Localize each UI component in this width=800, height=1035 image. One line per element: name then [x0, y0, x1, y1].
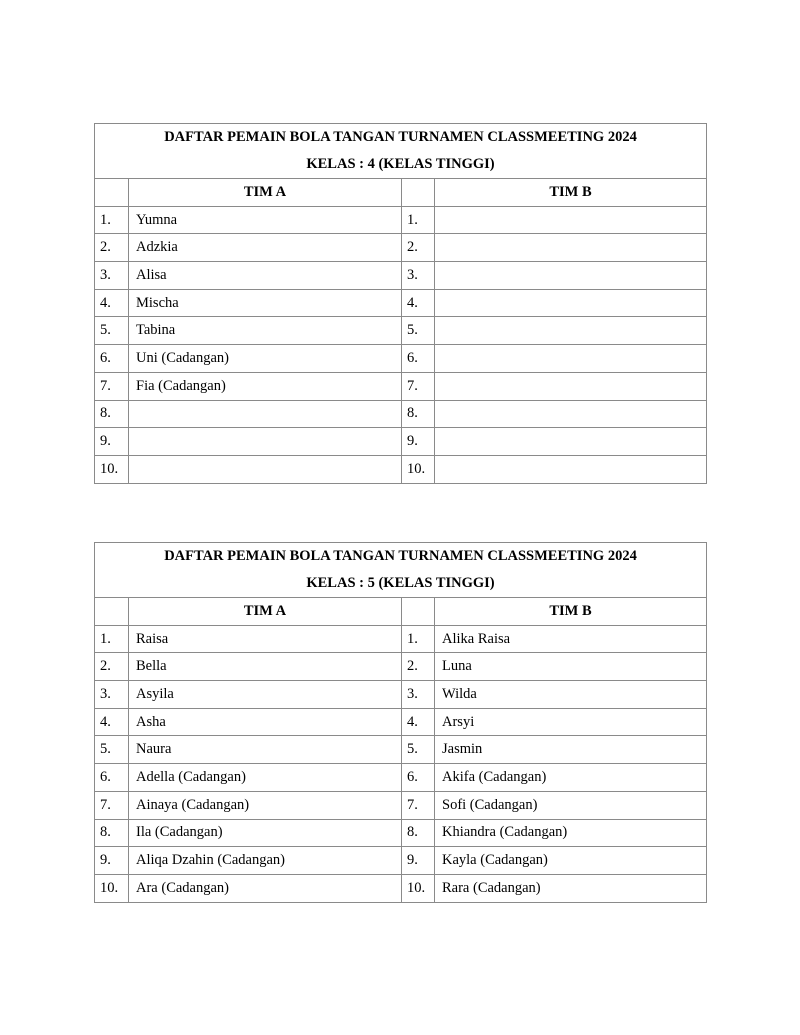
blank-header-cell [402, 598, 435, 626]
team-a-player-name: Alisa [129, 262, 402, 290]
table-row [95, 289, 707, 317]
team-b-player-name: Jasmin [435, 736, 707, 764]
table-row [95, 345, 707, 373]
team-b-number: 8. [402, 400, 435, 428]
team-b-player-name [435, 372, 707, 400]
team-b-number: 7. [402, 791, 435, 819]
table-title: DAFTAR PEMAIN BOLA TANGAN TURNAMEN CLASSMEETING 2024 [164, 129, 637, 145]
table-title: DAFTAR PEMAIN BOLA TANGAN TURNAMEN CLASSMEETING 2024 [164, 548, 637, 564]
team-a-number: 9. [95, 847, 129, 875]
roster-table-kelas-4 [94, 123, 707, 484]
team-b-number: 4. [402, 289, 435, 317]
team-b-number: 1. [402, 625, 435, 653]
team-a-player-name: Mischa [129, 289, 402, 317]
team-a-player-name [129, 400, 402, 428]
team-a-player-name: Ara (Cadangan) [129, 874, 402, 902]
team-a-player-name: Asyila [129, 681, 402, 709]
team-b-player-name [435, 206, 707, 234]
team-b-number: 2. [402, 653, 435, 681]
table-row [95, 372, 707, 400]
team-a-player-name: Tabina [129, 317, 402, 345]
team-b-number: 9. [402, 847, 435, 875]
team-a-number: 8. [95, 819, 129, 847]
team-b-number: 5. [402, 736, 435, 764]
team-b-player-name: Sofi (Cadangan) [435, 791, 707, 819]
team-b-header: TIM B [435, 598, 707, 626]
team-a-number: 9. [95, 428, 129, 456]
team-a-player-name: Naura [129, 736, 402, 764]
table-title-cell [95, 124, 707, 179]
table-row [95, 428, 707, 456]
team-b-number: 2. [402, 234, 435, 262]
table-row [95, 681, 707, 709]
table-row [95, 791, 707, 819]
team-a-number: 10. [95, 874, 129, 902]
team-b-number: 4. [402, 708, 435, 736]
team-b-number: 3. [402, 262, 435, 290]
team-a-number: 7. [95, 372, 129, 400]
table-title-cell [95, 543, 707, 598]
team-a-number: 10. [95, 455, 129, 483]
team-a-number: 6. [95, 764, 129, 792]
team-a-player-name [129, 455, 402, 483]
team-b-number: 5. [402, 317, 435, 345]
team-b-player-name: Wilda [435, 681, 707, 709]
team-b-number: 3. [402, 681, 435, 709]
team-a-number: 1. [95, 206, 129, 234]
team-b-player-name [435, 289, 707, 317]
team-b-player-name: Alika Raisa [435, 625, 707, 653]
team-a-player-name: Raisa [129, 625, 402, 653]
team-b-number: 7. [402, 372, 435, 400]
team-b-player-name: Luna [435, 653, 707, 681]
team-a-number: 4. [95, 289, 129, 317]
table-subtitle: KELAS : 4 (KELAS TINGGI) [306, 156, 495, 172]
blank-header-cell [95, 598, 129, 626]
roster-table-kelas-5 [94, 542, 707, 903]
team-a-player-name: Ainaya (Cadangan) [129, 791, 402, 819]
team-b-player-name: Rara (Cadangan) [435, 874, 707, 902]
team-b-number: 9. [402, 428, 435, 456]
team-a-player-name [129, 428, 402, 456]
team-b-number: 8. [402, 819, 435, 847]
team-a-number: 6. [95, 345, 129, 373]
team-b-player-name: Arsyi [435, 708, 707, 736]
table-row [95, 206, 707, 234]
team-b-player-name: Kayla (Cadangan) [435, 847, 707, 875]
table-row [95, 234, 707, 262]
team-b-player-name [435, 428, 707, 456]
team-a-player-name: Ila (Cadangan) [129, 819, 402, 847]
team-b-number: 1. [402, 206, 435, 234]
table-row [95, 653, 707, 681]
team-b-player-name: Akifa (Cadangan) [435, 764, 707, 792]
table-row [95, 708, 707, 736]
team-a-number: 5. [95, 317, 129, 345]
team-a-number: 4. [95, 708, 129, 736]
team-a-number: 2. [95, 234, 129, 262]
team-a-number: 5. [95, 736, 129, 764]
team-a-player-name: Bella [129, 653, 402, 681]
team-b-player-name [435, 234, 707, 262]
table-row [95, 625, 707, 653]
table-row [95, 400, 707, 428]
team-b-player-name [435, 262, 707, 290]
team-b-player-name [435, 317, 707, 345]
team-a-number: 2. [95, 653, 129, 681]
team-b-number: 10. [402, 455, 435, 483]
team-b-player-name [435, 400, 707, 428]
team-a-player-name: Asha [129, 708, 402, 736]
table-subtitle: KELAS : 5 (KELAS TINGGI) [306, 575, 495, 591]
team-a-player-name: Adella (Cadangan) [129, 764, 402, 792]
team-a-player-name: Aliqa Dzahin (Cadangan) [129, 847, 402, 875]
team-b-player-name [435, 455, 707, 483]
table-row [95, 736, 707, 764]
team-a-number: 7. [95, 791, 129, 819]
team-b-number: 6. [402, 345, 435, 373]
team-a-number: 3. [95, 262, 129, 290]
team-a-player-name: Uni (Cadangan) [129, 345, 402, 373]
blank-header-cell [402, 179, 435, 207]
team-a-header: TIM A [129, 179, 402, 207]
team-b-player-name: Khiandra (Cadangan) [435, 819, 707, 847]
table-row [95, 262, 707, 290]
team-a-number: 8. [95, 400, 129, 428]
table-row [95, 847, 707, 875]
table-row [95, 317, 707, 345]
team-b-header: TIM B [435, 179, 707, 207]
team-a-number: 3. [95, 681, 129, 709]
team-a-player-name: Adzkia [129, 234, 402, 262]
team-a-number: 1. [95, 625, 129, 653]
table-row [95, 764, 707, 792]
team-a-player-name: Fia (Cadangan) [129, 372, 402, 400]
team-b-number: 10. [402, 874, 435, 902]
blank-header-cell [95, 179, 129, 207]
table-row [95, 455, 707, 483]
table-row [95, 819, 707, 847]
table-row [95, 874, 707, 902]
team-a-player-name: Yumna [129, 206, 402, 234]
team-a-header: TIM A [129, 598, 402, 626]
team-b-player-name [435, 345, 707, 373]
team-b-number: 6. [402, 764, 435, 792]
